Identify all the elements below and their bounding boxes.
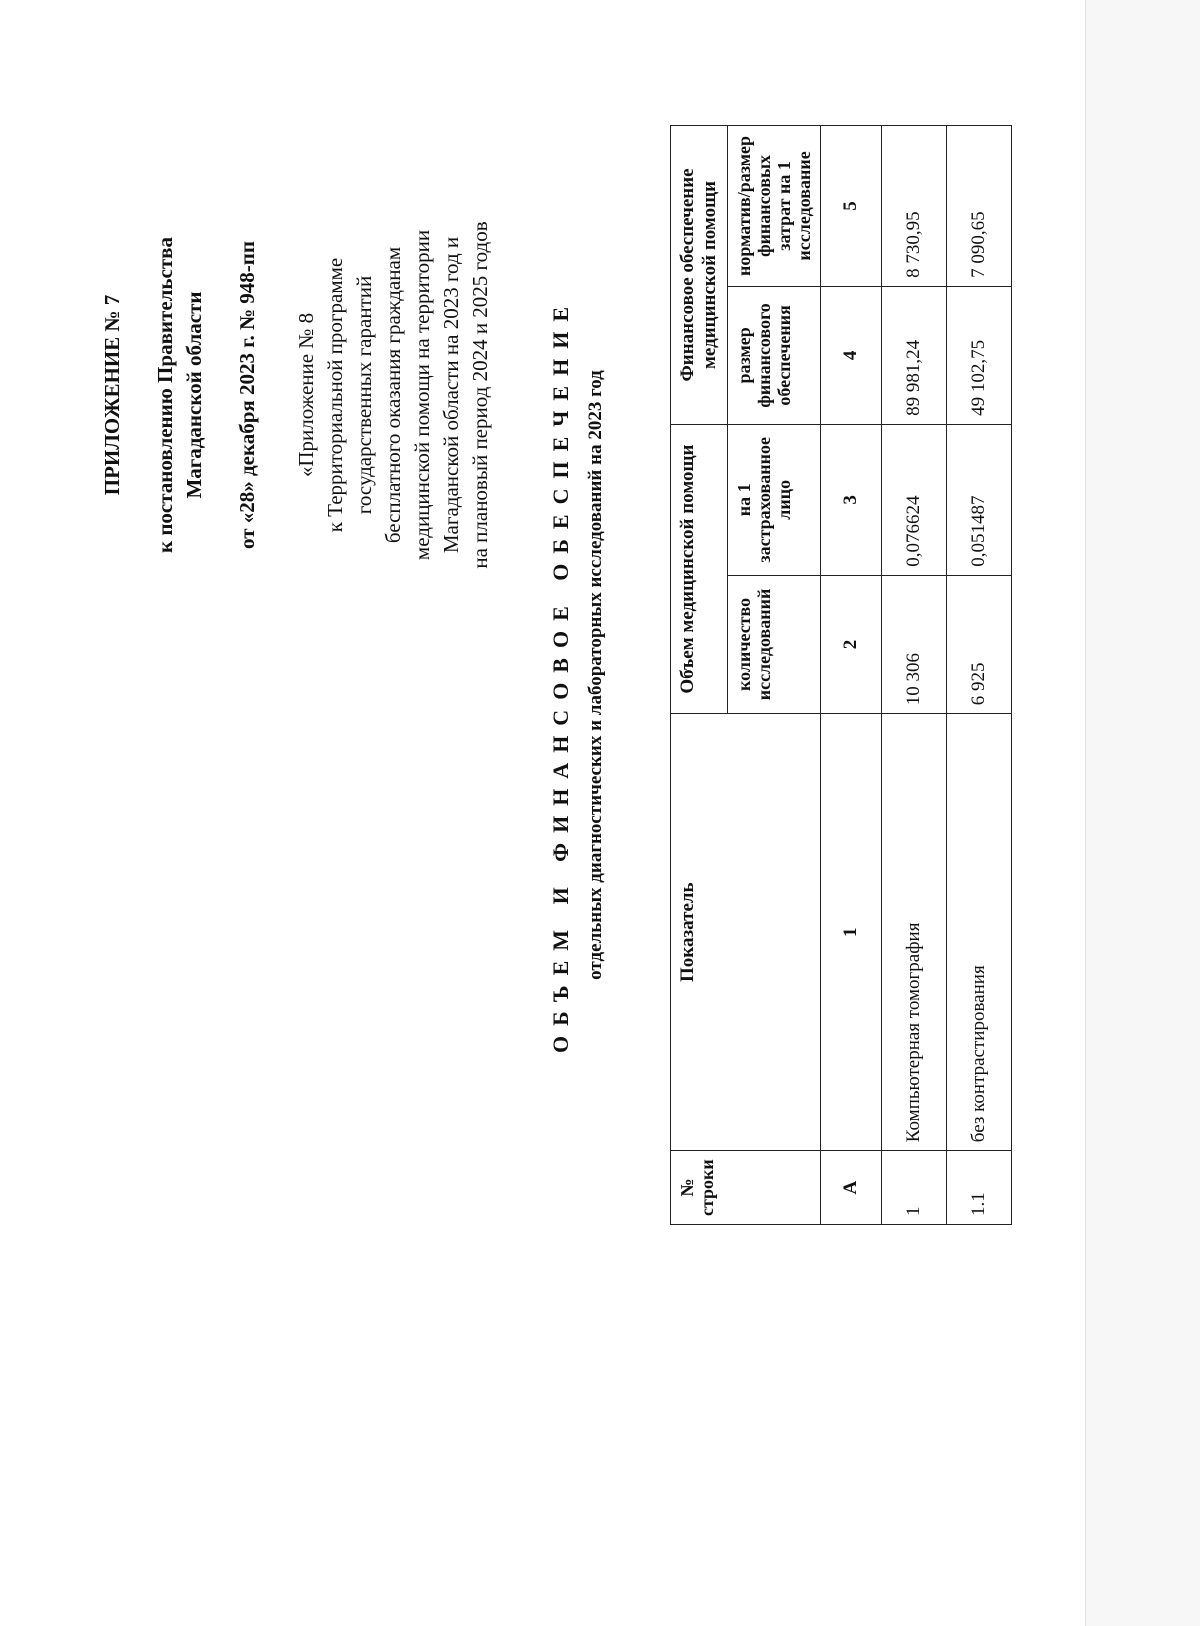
- row-count: 10 306: [882, 575, 947, 713]
- row-norm: 7 090,65: [947, 126, 1012, 287]
- row-number: 1: [882, 1151, 947, 1225]
- row-count: 6 925: [947, 575, 1012, 713]
- index-cell: 2: [821, 575, 882, 713]
- reference-line: к Территориальной программе: [323, 257, 347, 533]
- row-indicator: без контрастирования: [947, 714, 1012, 1151]
- table-header-row: [671, 126, 728, 1225]
- row-norm: 8 730,95: [882, 126, 947, 287]
- row-fin-size: 49 102,75: [947, 286, 1012, 424]
- resolution-date: от «28» декабря 2023 г. № 948-пп: [235, 240, 259, 550]
- reference-line: «Приложение № 8: [294, 312, 318, 478]
- reference-line: бесплатного оказания гражданам: [381, 246, 405, 544]
- document-title: ОБЪЕМ И ФИНАНСОВОЕ ОБЕСПЕЧЕНИЕ: [548, 297, 573, 1054]
- table-index-row: [821, 126, 882, 1225]
- header-per-person: на 1 застрахованное лицо: [728, 424, 821, 575]
- volume-finance-table: [670, 125, 1012, 1225]
- index-cell: 4: [821, 286, 882, 424]
- row-per-person: 0,051487: [947, 424, 1012, 575]
- header-fin-size: размер финансового обеспечения: [728, 286, 821, 424]
- header-count: количество исследований: [728, 575, 821, 713]
- row-per-person: 0,076624: [882, 424, 947, 575]
- resolution-line: к постановлению Правительства: [153, 236, 177, 554]
- reference-line: Магаданской области на 2023 год и: [439, 236, 463, 554]
- row-fin-size: 89 981,24: [882, 286, 947, 424]
- row-indicator: Компьютерная томография: [882, 714, 947, 1151]
- reference-line: государственных гарантий: [352, 275, 376, 515]
- index-cell: А: [821, 1151, 882, 1225]
- header-indicator: Показатель: [671, 714, 821, 1151]
- header-volume-group: Объем медицинской помощи: [671, 424, 728, 713]
- index-cell: 3: [821, 424, 882, 575]
- index-cell: 1: [821, 714, 882, 1151]
- rotated-document-page: [60, 125, 1110, 1225]
- header-norm: норматив/размер финансовых затрат на 1 исследование: [728, 126, 821, 287]
- table-row: [882, 126, 947, 1225]
- header-finance-group: Финансовое обеспечение медицинской помощи: [671, 126, 728, 425]
- row-number: 1.1: [947, 1151, 1012, 1225]
- header-row-number: № строки: [671, 1151, 821, 1225]
- index-cell: 5: [821, 126, 882, 287]
- reference-line: на плановый период 2024 и 2025 годов: [468, 221, 492, 569]
- resolution-region: Магаданской области: [182, 291, 206, 499]
- appendix-number: ПРИЛОЖЕНИЕ № 7: [100, 294, 124, 496]
- reference-line: медицинской помощи на территории: [410, 229, 434, 561]
- table-row: [947, 126, 1012, 1225]
- document-subtitle: отдельных диагностических и лабораторных исследований на 2023 год: [585, 370, 606, 980]
- document-header: [98, 125, 495, 665]
